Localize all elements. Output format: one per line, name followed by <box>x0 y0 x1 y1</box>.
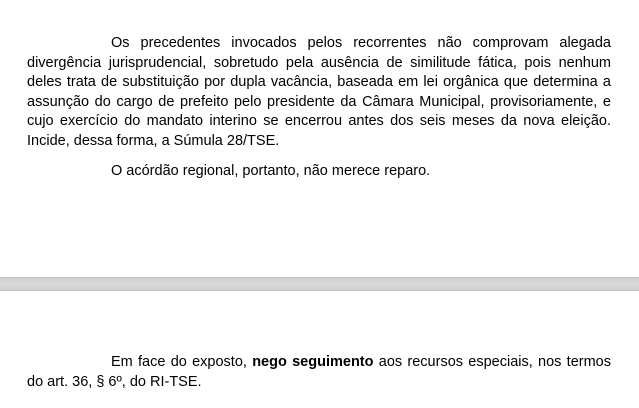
page-break-separator <box>0 277 639 291</box>
paragraph-decision <box>27 353 611 392</box>
decision-emphasis: nego seguimento <box>252 354 374 370</box>
decision-text-start: Em face do exposto, <box>111 354 253 370</box>
paragraph-precedents: Os precedentes invocados pelos recorrentes não comprovam alegada divergência jurisprudencial, sobretudo pela ausência de similitude fática, pois nenhum deles trata de substituição por dupla vacância, baseada em lei orgânica que determina a assunção do cargo de prefeito pelo presidente da Câmara Municipal, provisoriamente, e cujo exercício do mandato interino se encerrou antes dos seis meses da nova eleição. Incide, dessa forma, a Súmula 28/TSE. <box>27 35 611 149</box>
document-page-lower <box>0 291 639 408</box>
paragraph-conclusion: O acórdão regional, portanto, não merece reparo. <box>111 163 431 179</box>
decision-text-end: aos recursos especiais, nos termos do art. 36, § 6º, do RI-TSE. <box>27 354 611 390</box>
